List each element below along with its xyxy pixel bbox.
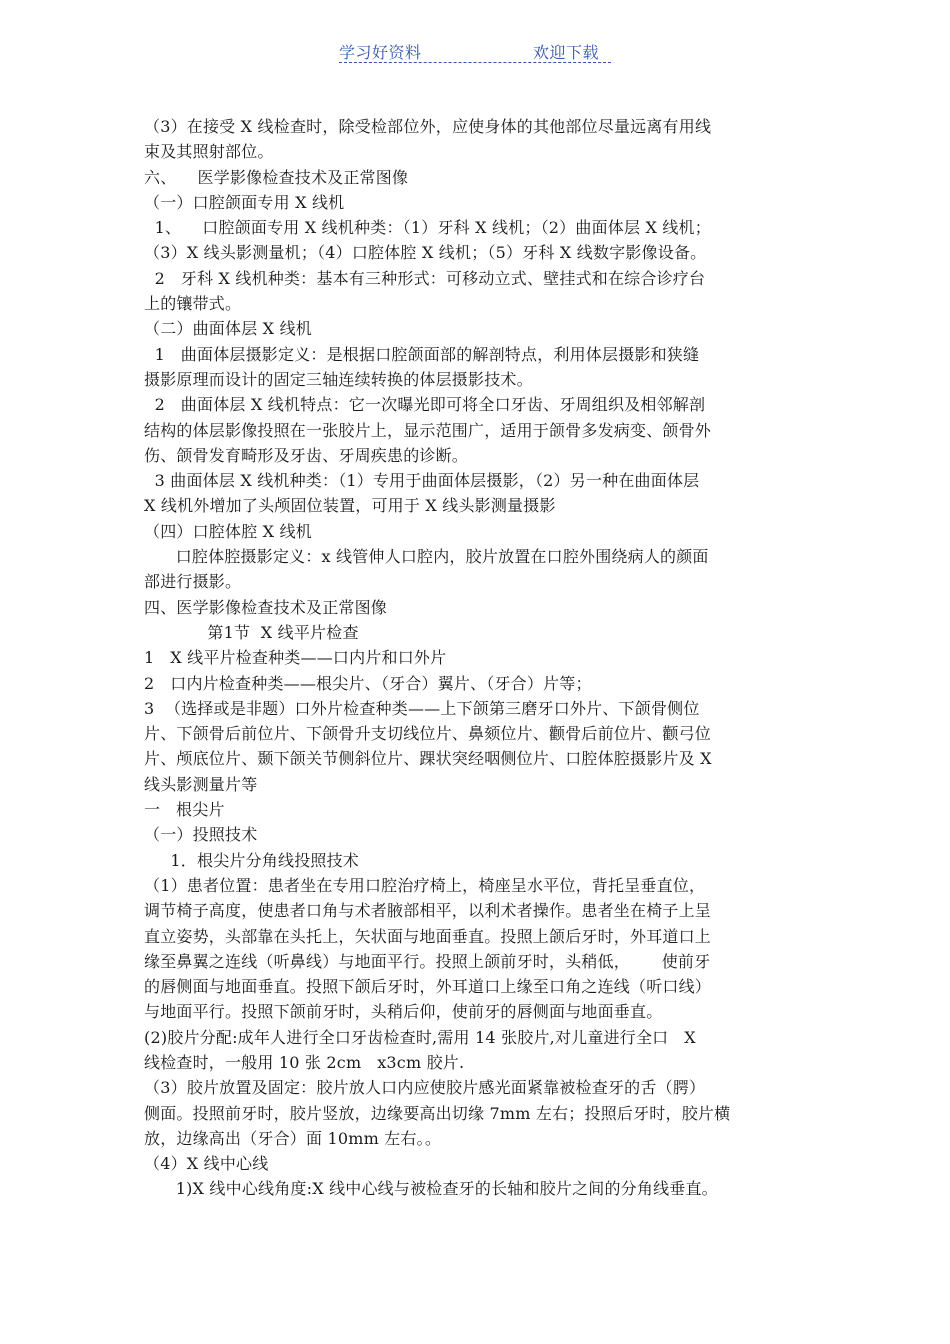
text-line: (2)胶片分配:成年人进行全口牙齿检查时,需用 14 张胶片,对儿童进行全口 X <box>144 1027 696 1047</box>
text-line: 第1节 X 线平片检查 <box>144 622 359 642</box>
text-line: （3）在接受 X 线检查时，除受检部位外，应使身体的其他部位尽量远离有用线 <box>144 117 712 136</box>
text-line: 1 曲面体层摄影定义：是根据口腔颌面部的解剖特点，利用体层摄影和狭缝 <box>144 344 700 364</box>
text-line: 一 根尖片 <box>144 800 225 820</box>
text-line: 片、颅底位片、颞下颌关节侧斜位片、踝状突经咽侧位片、口腔体腔摄影片及 X <box>144 749 712 769</box>
header-left-text: 学习好资料 <box>339 43 422 62</box>
text-line: 与地面平行。投照下颌前牙时，头稍后仰，使前牙的唇侧面与地面垂直。 <box>144 1002 663 1022</box>
text-line: 放，边缘高出（牙合）面 10mm 左右。。 <box>144 1128 442 1148</box>
text-line: （3）X 线头影测量机；（4）口腔体腔 X 线机；（5）牙科 X 线数字影像设备。 <box>144 243 707 263</box>
text-line: 缘至鼻翼之连线（听鼻线）与地面平行。投照上颌前牙时，头稍低， 使前牙 <box>144 951 711 971</box>
text-line: 直立姿势，头部靠在头托上，矢状面与地面垂直。投照上颌后牙时，外耳道口上 <box>144 926 712 946</box>
text-line: 的唇侧面与地面垂直。投照下颌后牙时，外耳道口上缘至口角之连线（听口线） <box>144 977 712 997</box>
text-line: 调节椅子高度，使患者口角与术者腋部相平，以利术者操作。患者坐在椅子上呈 <box>144 901 712 921</box>
text-line: （1）患者位置：患者坐在专用口腔治疗椅上，椅座呈水平位，背托呈垂直位， <box>144 875 706 895</box>
page-header <box>0 40 950 66</box>
text-line: 2 口内片检查种类——根尖片、（牙合）翼片、（牙合）片等； <box>144 673 592 693</box>
text-line: X 线机外增加了头颅固位装置，可用于 X 线头影测量摄影 <box>144 496 556 516</box>
document-body <box>144 114 814 1202</box>
text-line: （一）口腔颌面专用 X 线机 <box>144 192 345 212</box>
header-divider <box>339 62 611 63</box>
text-line: 四、医学影像检查技术及正常图像 <box>144 597 388 617</box>
text-line: 结构的体层影像投照在一张胶片上，显示范围广，适用于颌骨多发病变、颌骨外 <box>144 420 712 440</box>
text-line: 1 X 线平片检查种类——口内片和口外片 <box>144 648 447 668</box>
text-line: 口腔体腔摄影定义：x 线管伸人口腔内，胶片放置在口腔外围绕病人的颜面 <box>144 547 709 567</box>
text-line: （二）曲面体层 X 线机 <box>144 319 312 339</box>
header-right-text: 欢迎下载 <box>533 43 600 62</box>
text-line: 束及其照射部位。 <box>144 142 274 162</box>
text-line: 线头影测量片等 <box>144 774 258 794</box>
text-line: 上的镶带式。 <box>144 294 242 314</box>
text-line: （一）投照技术 <box>144 825 258 845</box>
text-line: 部进行摄影。 <box>144 572 242 592</box>
text-line: （四）口腔体腔 X 线机 <box>144 521 312 541</box>
text-line: 片、下颌骨后前位片、下颌骨升支切线位片、鼻颏位片、颧骨后前位片、颧弓位 <box>144 724 712 744</box>
text-line: 1、 口腔颌面专用 X 线机种类：（1）牙科 X 线机；（2）曲面体层 X 线机； <box>144 218 711 238</box>
text-line: （3）胶片放置及固定：胶片放人口内应使胶片感光面紧靠被检查牙的舌（腭） <box>144 1078 706 1098</box>
text-line: 伤、颌骨发育畸形及牙齿、牙周疾患的诊断。 <box>144 445 469 465</box>
text-line: 2 曲面体层 X 线机特点：它一次曝光即可将全口牙齿、牙周组织及相邻解剖 <box>144 395 706 415</box>
text-line: 1)X 线中心线角度:X 线中心线与被检查牙的长轴和胶片之间的分角线垂直。 <box>144 1179 718 1199</box>
text-line: 侧面。投照前牙时，胶片竖放，边缘要高出切缘 7mm 左右；投照后牙时，胶片横 <box>144 1103 731 1123</box>
text-line: 2 牙科 X 线机种类：基本有三种形式：可移动立式、壁挂式和在综合诊疗台 <box>144 268 706 288</box>
text-line: 摄影原理而设计的固定三轴连续转换的体层摄影技术。 <box>144 369 533 389</box>
text-line: （4）X 线中心线 <box>144 1154 269 1174</box>
text-line: 3 曲面体层 X 线机种类：（1）专用于曲面体层摄影，（2）另一种在曲面体层 <box>144 471 700 491</box>
text-line: 六、 医学影像检查技术及正常图像 <box>144 167 409 187</box>
text-line: 1．根尖片分角线投照技术 <box>144 850 360 870</box>
text-line: 3 （选择或是非题）口外片检查种类——上下颌第三磨牙口外片、下颌骨侧位 <box>144 698 700 718</box>
text-line: 线检查时，一般用 10 张 2cm x3cm 胶片. <box>144 1052 465 1072</box>
